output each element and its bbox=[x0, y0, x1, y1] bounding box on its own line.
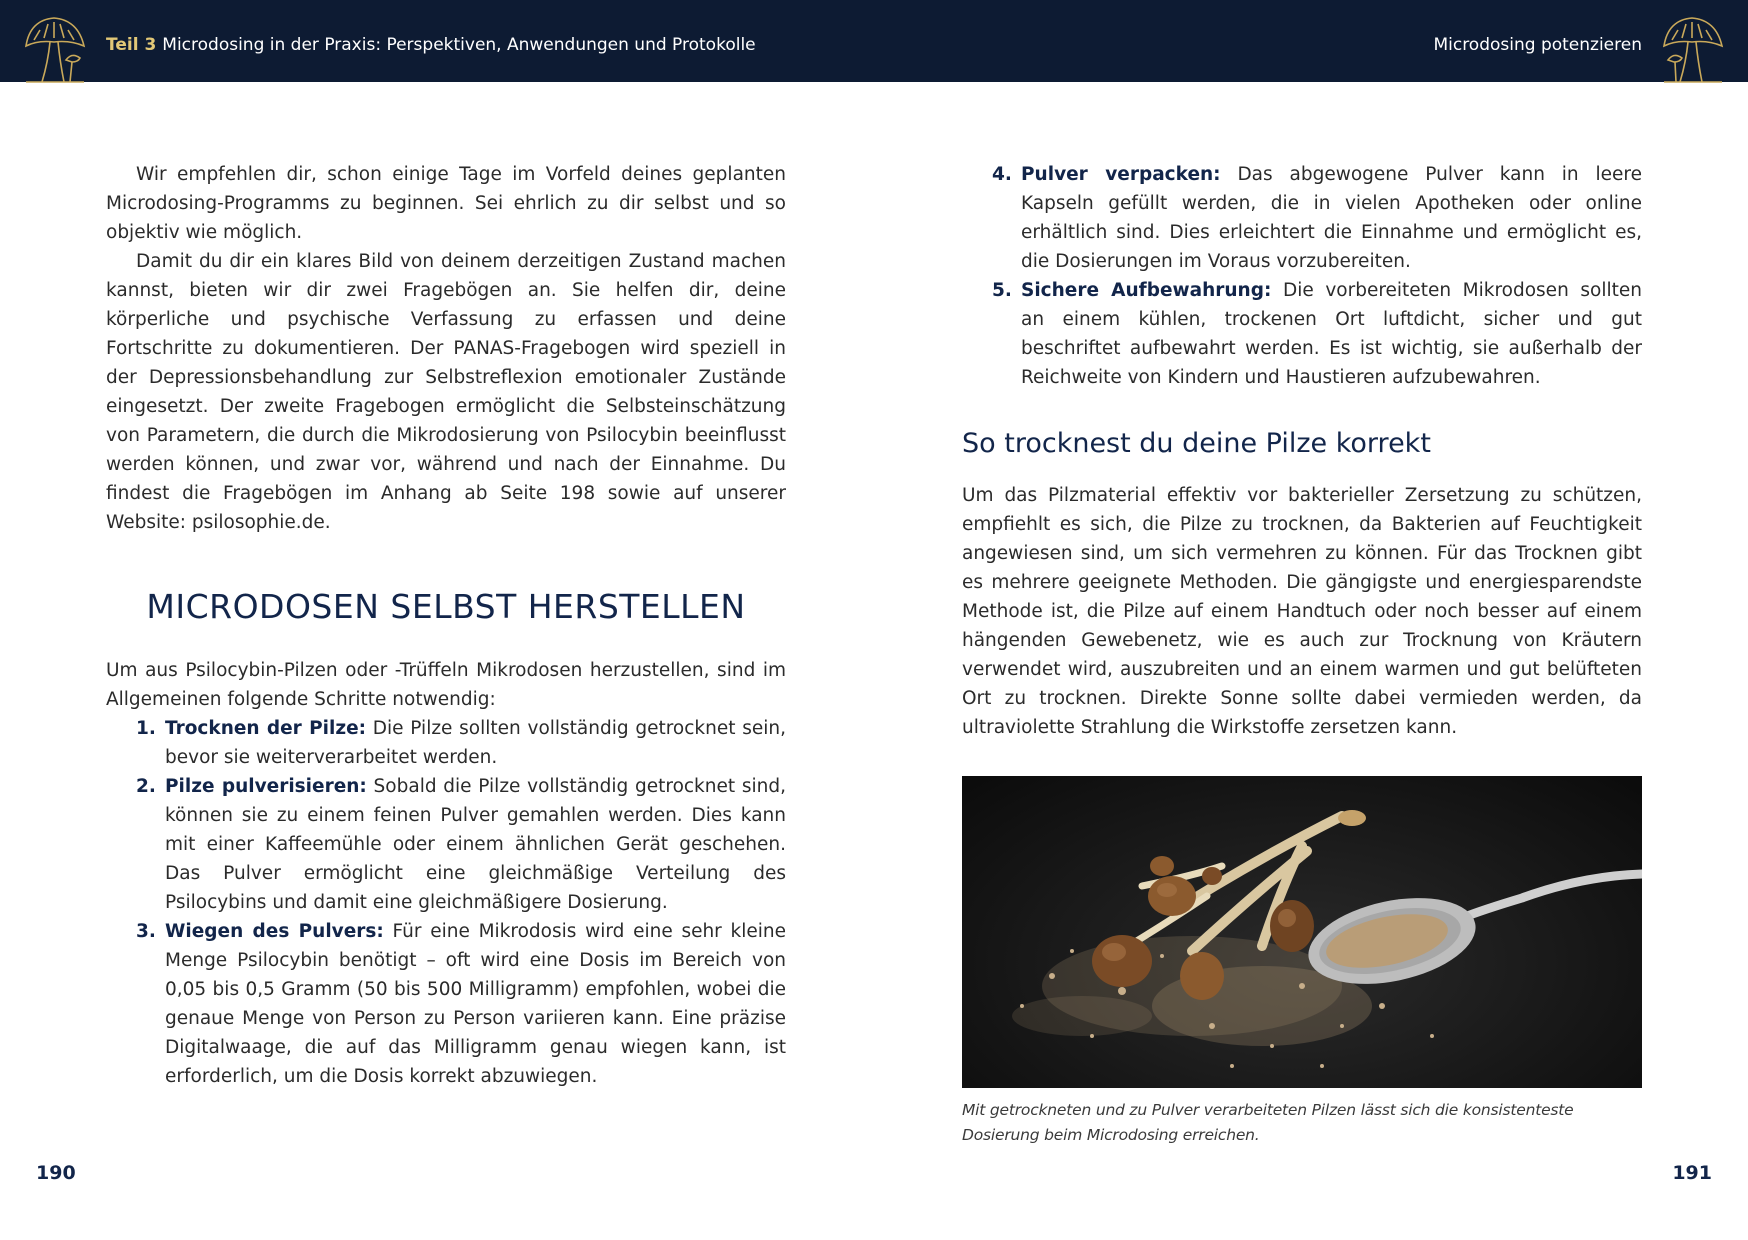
step-text: Sobald die Pilze vollständig getrocknet sind, können sie zu einem feinen Pulver gemahlen werden. Dies kann mit einer Kaffeemühle oder einem ähnlichen Gerät geschehen. Das Pulver ermöglicht eine gleichmäßige Verteilung des Psilocybins und damit eine gleichmäßigere Dosierung. bbox=[165, 776, 786, 913]
step-title: Pulver verpacken: bbox=[1021, 164, 1221, 185]
right-page-column bbox=[962, 160, 1642, 1148]
header-part-title: Microdosing in der Praxis: Perspektiven, Anwendungen und Protokolle bbox=[162, 35, 756, 55]
list-item bbox=[106, 772, 786, 917]
header-section-title: Microdosing potenzieren bbox=[1433, 35, 1642, 55]
mushroom-icon bbox=[1658, 10, 1728, 84]
step-text: Die Pilze sollten vollständig getrocknet sein, bevor sie weiterverarbeitet werden. bbox=[165, 718, 786, 768]
steps-list-continued bbox=[962, 160, 1642, 392]
body-paragraph: Wir empfehlen dir, schon einige Tage im Vorfeld deines geplanten Microdosing-Programms zu beginnen. Sei ehrlich zu dir selbst und so objektiv wie möglich. bbox=[106, 164, 786, 243]
photo-caption: Mit getrockneten und zu Pulver verarbeiteten Pilzen lässt sich die konsistenteste Dosierung beim Microdosing erreichen. bbox=[962, 1101, 1574, 1144]
header-chapter-title bbox=[106, 0, 756, 82]
step-number: 5. bbox=[992, 280, 1012, 301]
step-text: Für eine Mikrodosis wird eine sehr kleine Menge Psilocybin benötigt – oft wird eine Dosis im Bereich von 0,05 bis 0,5 Gramm (50 bis 500 Milligramm) empfohlen, wobei die genaue Menge von Person zu Person variieren kann. Eine präzise Digitalwaage, die auf das Milligramm genau wiegen kann, ist erforderlich, um die Dosis korrekt abzuwiegen. bbox=[165, 921, 786, 1087]
step-title: Trocknen der Pilze: bbox=[165, 718, 367, 739]
step-title: Pilze pulverisieren: bbox=[165, 776, 367, 797]
step-number: 1. bbox=[136, 718, 156, 739]
step-number: 4. bbox=[992, 164, 1012, 185]
list-item bbox=[106, 917, 786, 1091]
page-number-left: 190 bbox=[36, 1162, 76, 1184]
step-text: Die vorbereiteten Mikrodosen sollten an einem kühlen, trockenen Ort luftdicht, sicher und gut beschriftet aufbewahrt werden. Es ist wichtig, sie außerhalb der Reichweite von Kindern und Haustieren aufzubewahren. bbox=[1021, 280, 1642, 388]
page-number-right: 191 bbox=[1672, 1162, 1712, 1184]
intro-paragraph: Um aus Psilocybin-Pilzen oder -Trüffeln Mikrodosen herzustellen, sind im Allgemeinen folgende Schritte notwendig: bbox=[106, 660, 786, 710]
mushroom-icon bbox=[20, 10, 90, 84]
step-text: Das abgewogene Pulver kann in leere Kapseln gefüllt werden, die in vielen Apotheken oder online erhältlich sind. Dies erleichtert die Einnahme und ermöglicht es, die Dosierungen im Voraus vorzubereiten. bbox=[1021, 164, 1642, 272]
step-number: 3. bbox=[136, 921, 156, 942]
running-header bbox=[0, 0, 1748, 82]
step-title: Sichere Aufbewahrung: bbox=[1021, 280, 1272, 301]
left-page-column bbox=[106, 160, 786, 1091]
list-item bbox=[962, 160, 1642, 276]
list-item bbox=[106, 714, 786, 772]
header-part-label: Teil 3 bbox=[106, 35, 157, 55]
list-item bbox=[962, 276, 1642, 392]
subsection-heading: So trocknest du deine Pilze korrekt bbox=[962, 428, 1431, 459]
steps-list bbox=[106, 714, 786, 1091]
step-title: Wiegen des Pulvers: bbox=[165, 921, 384, 942]
dried-mushrooms-spoon-photo bbox=[962, 776, 1642, 1088]
step-number: 2. bbox=[136, 776, 156, 797]
body-paragraph: Um das Pilzmaterial effektiv vor bakterieller Zersetzung zu schützen, empfiehlt es sich, die Pilze zu trocknen, da Bakterien auf Feuchtigkeit angewiesen sind, um sich vermehren zu können. Für das Trocknen gibt es mehrere geeignete Methoden. Die gängigste und energiesparendste Methode ist, die Pilze auf einem Handtuch oder noch besser auf einem hängenden Gewebenetz, wie es auch zur Trocknung von Kräutern verwendet wird, auszubreiten und an einem warmen und gut belüfteten Ort zu trocknen. Direkte Sonne sollte dabei vermieden werden, da ultraviolette Strahlung die Wirkstoffe zersetzen kann. bbox=[962, 485, 1642, 738]
body-paragraph: Damit du dir ein klares Bild von deinem derzeitigen Zustand machen kannst, bieten wir dir zwei Fragebögen an. Sie helfen dir, deine körperliche und psychische Verfassung zu erfassen und deine Fortschritte zu dokumentieren. Der PANAS-Fragebogen wird speziell in der Depressionsbehandlung zur Selbstreflexion emotionaler Zustände eingesetzt. Der zweite Fragebogen ermöglicht die Selbsteinschätzung von Parametern, die durch die Mikrodosierung von Psilocybin beeinflusst werden können, und zwar vor, während und nach der Einnahme. Du findest die Fragebögen im Anhang ab Seite 198 sowie auf unserer Website: psilosophie.de. bbox=[106, 251, 786, 533]
section-heading: MICRODOSEN SELBST HERSTELLEN bbox=[146, 587, 746, 626]
